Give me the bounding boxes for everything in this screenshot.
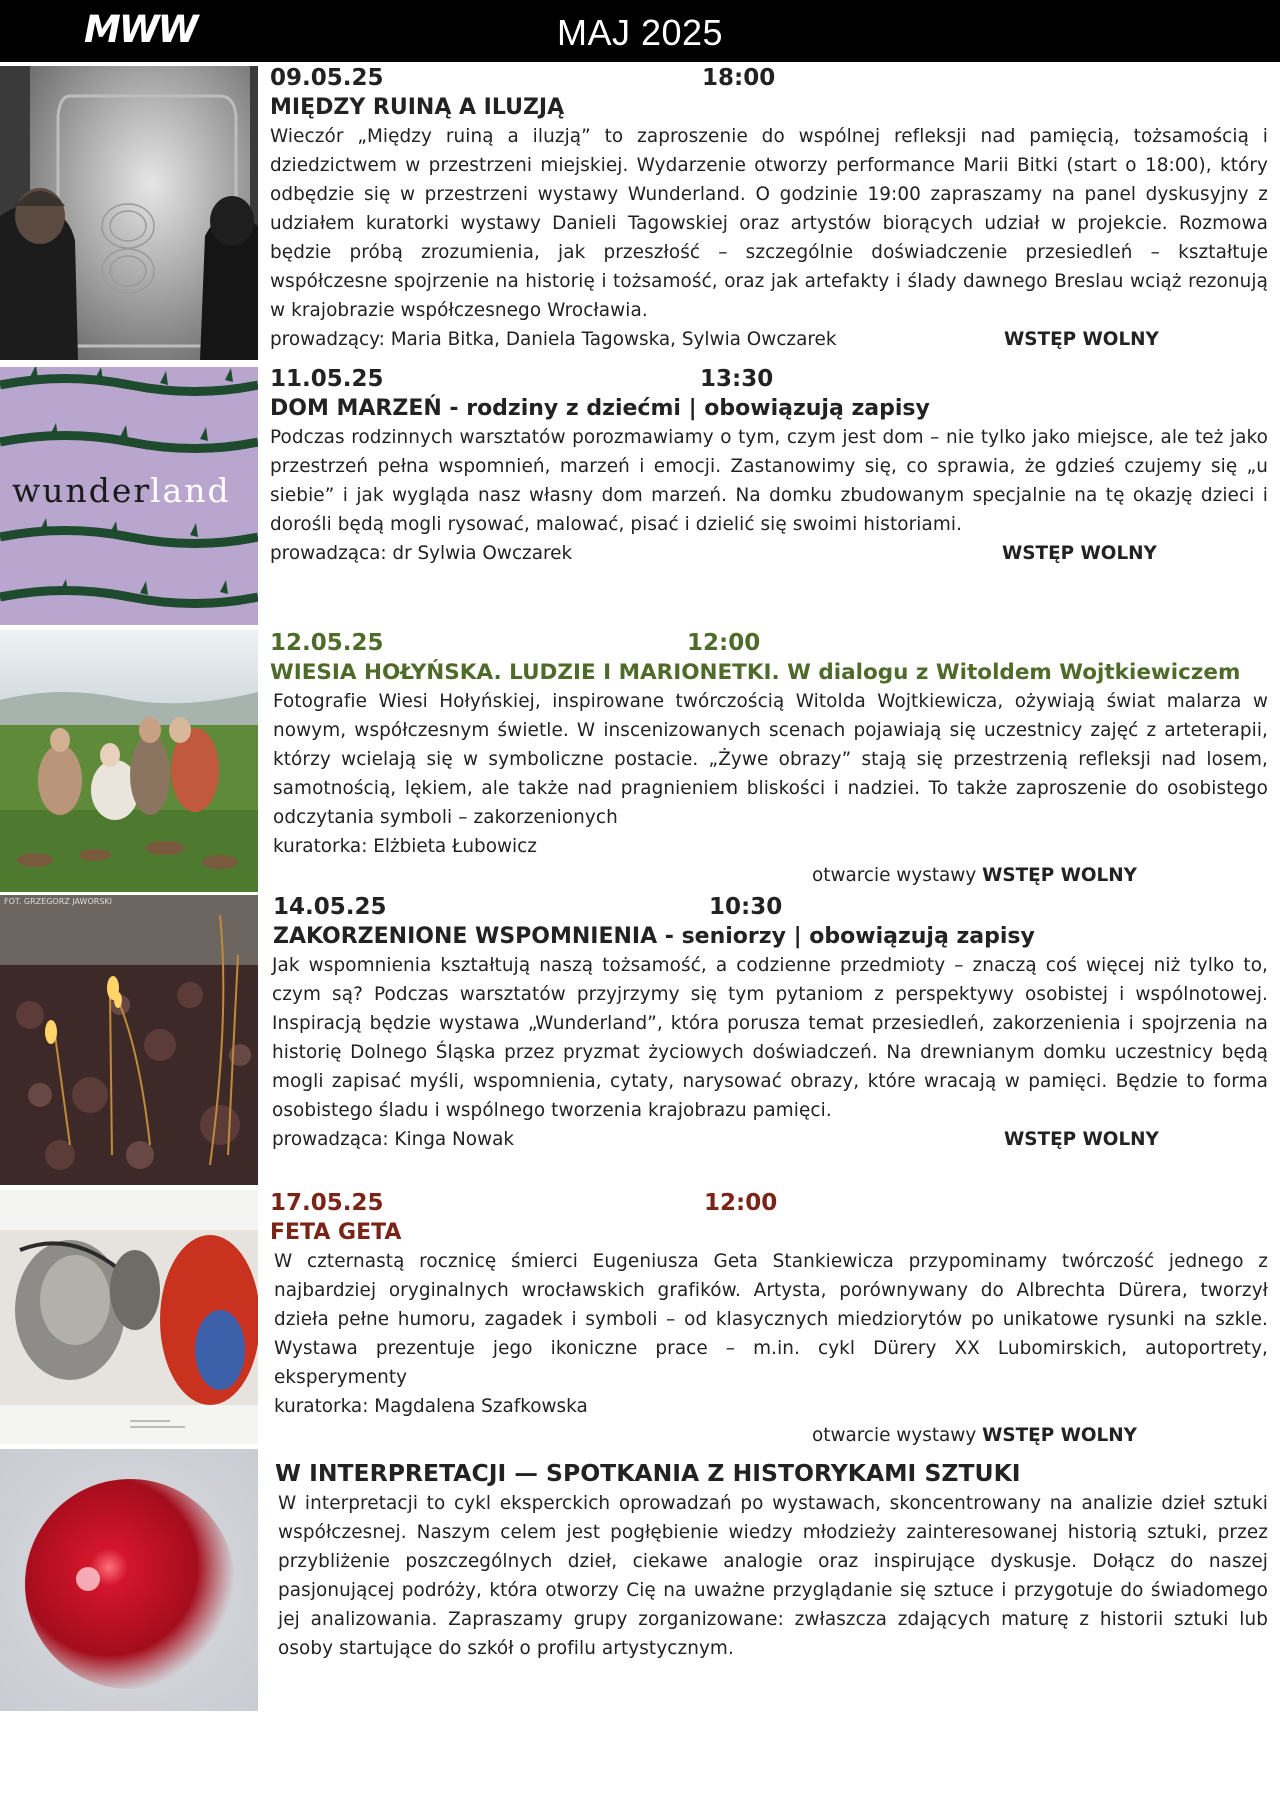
event-2 <box>270 365 1268 568</box>
event-host: prowadząca: Kinga Nowak <box>272 1129 514 1150</box>
event-1-photo <box>0 66 258 360</box>
event-date: 17.05.25 <box>270 1190 384 1216</box>
event-date: 11.05.25 <box>270 366 384 392</box>
event-host: kuratorka: Elżbieta Łubowicz <box>273 836 537 857</box>
mww-logo: MWW <box>84 8 197 51</box>
event-6-red-sphere-image <box>0 1449 258 1711</box>
month-title: MAJ 2025 <box>556 12 724 53</box>
event-5-photo <box>0 1190 258 1444</box>
event-time: 10:30 <box>709 894 783 920</box>
event-time: 18:00 <box>702 65 776 91</box>
land-text: land <box>150 471 231 510</box>
event-title: MIĘDZY RUINĄ A ILUZJĄ <box>270 95 565 120</box>
entry-badge: WSTĘP WOLNY <box>1002 543 1157 564</box>
event-description: Fotografie Wiesi Hołyńskiej, inspirowane twórczością Witolda Wojtkiewicza, ożywiają świat malarza w nowym, współczesnym świetle. W inscenizowanych scenach pojawiają się uczestnicy zajęć z arteterapii, którzy wcielają się w symboliczne postacie. „Żywe obrazy” stają się przestrzenią refleksji nad losem, samotnością, lękiem, ale także nad pragnieniem bliskości i nadziei. To także zaproszenie do osobistego odczytania symboli – zakorzenionych <box>273 691 1268 828</box>
event-title: DOM MARZEŃ - rodziny z dziećmi | obowiązują zapisy <box>270 396 930 421</box>
event-3-photo <box>0 630 258 892</box>
event-host: prowadzący: Maria Bitka, Daniela Tagowska, Sylwia Owczarek <box>270 329 837 350</box>
event-host: prowadząca: dr Sylwia Owczarek <box>270 543 573 564</box>
event-time: 13:30 <box>700 366 774 392</box>
event-description: Jak wspomnienia kształtują naszą tożsamość, a codzienne przedmioty – znaczą coś więcej niż tylko to, czym są? Podczas warsztatów przyjrzymy się tym pytaniom z perspektywy osobistej i wspólnotowej. Inspiracją będzie wystawa „Wunderland”, która porusza temat przesiedleń, zakorzenienia i spojrzenia na historię Dolnego Śląska przez pryzmat życiowych doświadczeń. Na drewnianym domku uczestnicy będą mogli zapisać myśli, wspomnienia, cytaty, narysować obrazy, które wracają w pamięci. Będzie to forma osobistego śladu i wspólnego tworzenia krajobrazu pamięci. <box>272 955 1268 1121</box>
event-description: Wieczór „Między ruiną a iluzją” to zaproszenie do wspólnej refleksji nad pamięcią, tożsamością i dziedzictwem w przestrzeni miejskiej. Wydarzenie otworzy performance Marii Bitki (start o 18:00), który odbędzie się w przestrzeni wystawy Wunderland. O godzinie 19:00 zapraszamy na panel dyskusyjny z udziałem kuratorki wystawy Danieli Tagowskiej oraz artystów biorących udział w projekcie. Rozmowa będzie próbą zrozumienia, jak przeszłość – szczególnie doświadczenie przesiedleń – kształtuje współczesne spojrzenie na historię i tożsamość, oraz jak artefakty i ślady dawnego Breslau wciąż rezonują w krajobrazie współczesnego Wrocławia. <box>270 126 1268 321</box>
page-header <box>0 0 1280 62</box>
event-title: ZAKORZENIONE WSPOMNIENIA - seniorzy | obowiązują zapisy <box>273 924 1035 949</box>
event-host: kuratorka: Magdalena Szafkowska <box>274 1396 588 1417</box>
event-title: WIESIA HOŁYŃSKA. LUDZIE I MARIONETKI. W dialogu z Witoldem Wojtkiewiczem <box>270 660 1241 685</box>
event-6 <box>270 1459 1268 1663</box>
entry-badge: WSTĘP WOLNY <box>1004 329 1159 350</box>
event-description: W czternastą rocznicę śmierci Eugeniusza Geta Stankiewicza przypominamy twórczość jednego z najbardziej oryginalnych wrocławskich grafików. Artysta, porównywany do Albrechta Dürera, tworzył dzieła pełne humoru, zagadek i symboli – od klasycznych miedziorytów po unikatowe rysunki na szkle. Wystawa prezentuje jego ikoniczne prace – m.in. cykl Dürery XX Lubomirskich, autoportrety, eksperymenty <box>274 1251 1268 1388</box>
event-time: 12:00 <box>704 1190 778 1216</box>
event-4-photo <box>0 895 258 1185</box>
entry-badge: otwarcie wystawy WSTĘP WOLNY <box>812 1425 1137 1446</box>
event-title: FETA GETA <box>270 1220 402 1245</box>
event-2-wunderland-graphic <box>0 367 258 625</box>
event-description: Podczas rodzinnych warsztatów porozmawiamy o tym, czym jest dom – nie tylko jako miejsce, ale też jako przestrzeń pełna wspomnień, marzeń i emocji. Zastanowimy się, co sprawia, że gdzieś czujemy się „u siebie” i jak wygląda nasz własny dom marzeń. Na domku zbudowanym specjalnie na tę okazję dzieci i dorośli będą mogli rysować, malować, pisać i dzielić się swoimi historiami. <box>270 427 1268 535</box>
event-title: W INTERPRETACJI — SPOTKANIA Z HISTORYKAMI SZTUKI <box>275 1459 1021 1487</box>
event-date: 12.05.25 <box>270 630 384 656</box>
entry-badge: WSTĘP WOLNY <box>1004 1129 1159 1150</box>
photo-credit: FOT. GRZEGORZ JAWORSKI <box>4 897 112 906</box>
event-5 <box>270 1189 1268 1450</box>
event-3 <box>270 629 1268 890</box>
event-time: 12:00 <box>687 630 761 656</box>
entry-badge: otwarcie wystawy WSTĘP WOLNY <box>812 865 1137 886</box>
event-date: 14.05.25 <box>273 894 387 920</box>
wunder-text: wunder <box>12 471 152 510</box>
event-1 <box>270 64 1268 354</box>
event-description: W interpretacji to cykl eksperckich oprowadzań po wystawach, skoncentrowany na analizie dzieł sztuki współczesnej. Naszym celem jest pogłębienie wiedzy młodzieży zainteresowanej historią sztuki, przez przybliżenie poszczególnych dzieł, ciekawe analogie oraz inspirujące dyskusje. Dołącz do naszej pasjonującej podróży, która otworzy Cię na uważne przyglądanie się sztuce i przygotuje do świadomego jej analizowania. Zapraszamy grupy zorganizowane: zwłaszcza zdających maturę z historii sztuki lub osoby startujące do szkół o profilu artystycznym. <box>278 1493 1268 1659</box>
event-date: 09.05.25 <box>270 65 384 91</box>
event-4 <box>270 893 1268 1154</box>
